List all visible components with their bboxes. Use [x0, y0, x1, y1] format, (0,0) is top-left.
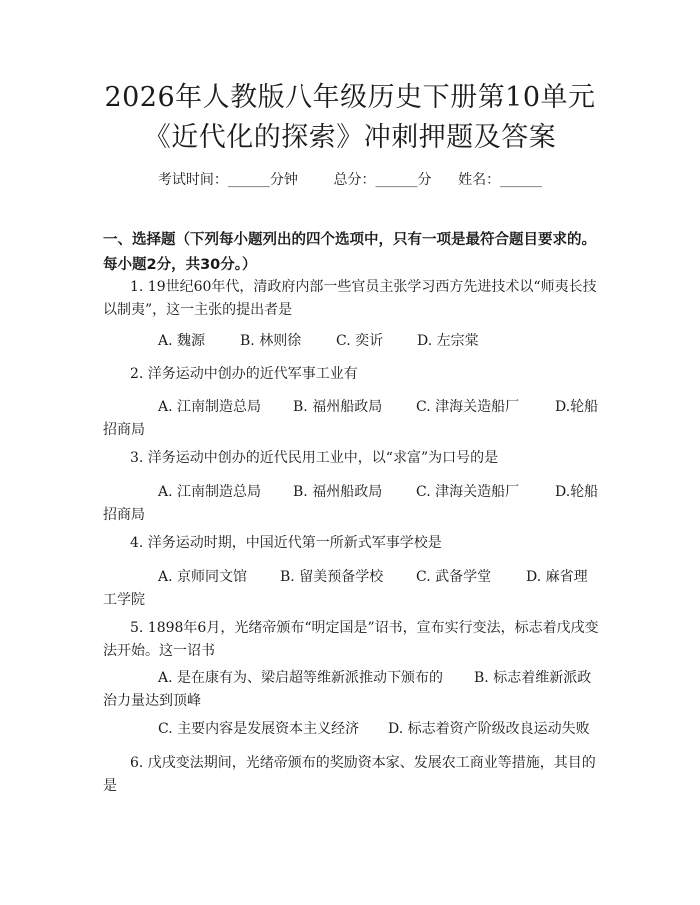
option-b: B. 留美预备学校: [280, 569, 384, 585]
option-d: D. 左宗棠: [417, 333, 479, 349]
option-a: A. 京师同文馆: [158, 569, 248, 585]
question-4-stem: 4. 洋务运动时期，中国近代第一所新式军事学校是: [130, 535, 442, 551]
option-a: A. 江南制造总局: [158, 399, 262, 415]
option-c: C. 奕䜣: [336, 333, 384, 349]
exam-time: 考试时间：______分钟: [157, 172, 298, 188]
option-c: C. 主要内容是发展资本主义经济: [158, 721, 360, 737]
option-c: C. 津海关造船厂: [416, 484, 520, 500]
title-line-1: 2026年人教版八年级历史下册第10单元: [104, 82, 596, 113]
option-d: D. 麻省理: [526, 569, 588, 585]
option-d-wrap: 工学院: [103, 592, 145, 608]
question-5-stem: 5. 1898年6月，光绪帝颁布“明定国是”诏书，宣布实行变法，标志着戊戌变法开始。这一诏书: [103, 620, 599, 659]
question-2-stem: 2. 洋务运动中创办的近代军事工业有: [130, 366, 358, 382]
option-d: D. 标志着资产阶级改良运动失败: [388, 721, 590, 737]
exam-score: 总分：______分: [333, 172, 432, 188]
option-a: A. 江南制造总局: [158, 484, 262, 500]
option-d-wrap: 招商局: [103, 507, 145, 523]
option-d: D.轮船: [555, 484, 599, 500]
option-b: B. 福州船政局: [293, 484, 383, 500]
option-b: B. 福州船政局: [293, 399, 383, 415]
option-d: D.轮船: [555, 399, 599, 415]
option-a: A. 是在康有为、梁启超等维新派推动下颁布的: [158, 670, 444, 686]
option-c: C. 津海关造船厂: [416, 399, 520, 415]
section-heading: 一、选择题（下列每小题列出的四个选项中，只有一项是最符合题目要求的。每小题2分，共30分。）: [103, 232, 596, 273]
exam-name: 姓名：______: [458, 172, 543, 188]
option-b: B. 标志着维新派政: [474, 670, 592, 686]
question-3-stem: 3. 洋务运动中创办的近代民用工业中，以“求富”为口号的是: [130, 450, 499, 466]
question-1-stem: 1. 19世纪60年代，清政府内部一些官员主张学习西方先进技术以“师夷长技以制夷”，这一主张的提出者是: [103, 279, 597, 318]
option-b-wrap: 治力量达到顶峰: [103, 693, 201, 709]
option-c: C. 武备学堂: [416, 569, 492, 585]
option-d-wrap: 招商局: [103, 422, 145, 438]
exam-info: [0, 169, 700, 189]
question-6-stem: 6. 戊戌变法期间，光绪帝颁布的奖励资本家、发展农工商业等措施，其目的是: [103, 755, 596, 794]
option-a: A. 魏源: [158, 333, 206, 349]
title-line-2: 《近代化的探索》冲刺押题及答案: [143, 122, 557, 153]
option-b: B. 林则徐: [240, 333, 302, 349]
